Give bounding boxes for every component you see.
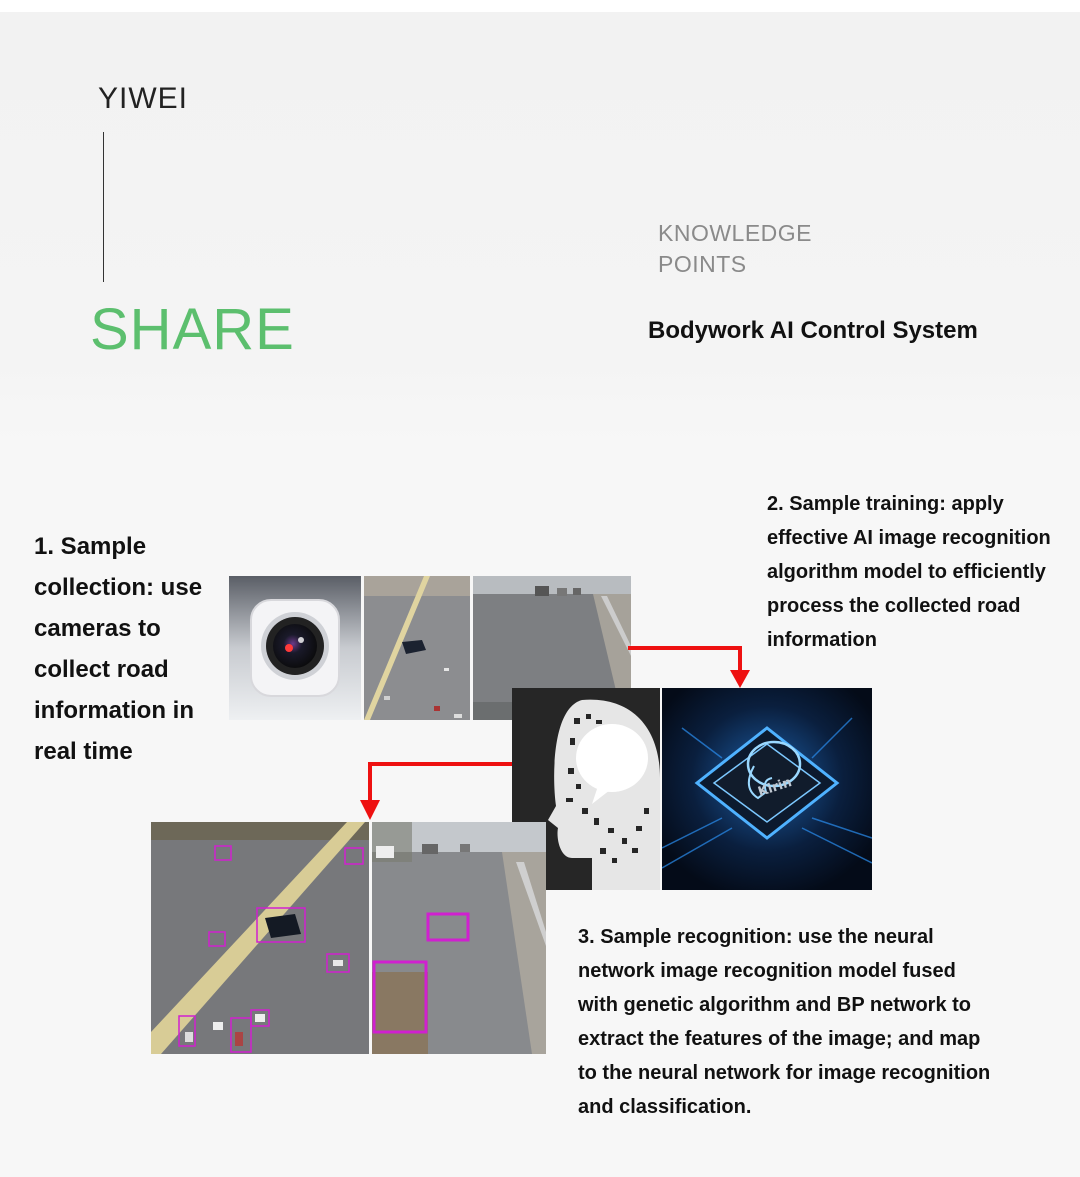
camera-image [229, 576, 361, 720]
arrow-training-to-recognition [358, 758, 518, 824]
ai-chip-image [662, 688, 872, 890]
step-1-text: 1. Sample collection: use cameras to collect road information in real time [34, 533, 203, 765]
knowledge-points-label: KNOWLEDGE POINTS [658, 220, 813, 277]
road-photo-closeup [364, 576, 470, 720]
detection-photo-wide [372, 822, 546, 1054]
step-2-text: 2. Sample training: apply effective AI image recognition algorithm model to efficiently process the collected road information [767, 493, 1051, 651]
arrow-collection-to-training [628, 642, 752, 690]
detection-photo-closeup [151, 822, 369, 1054]
header-band [0, 12, 1080, 444]
brand-name: YIWEI [98, 82, 189, 115]
vertical-divider [103, 132, 104, 282]
chip-brand-text: Kirin [756, 775, 794, 801]
page-subtitle: Bodywork AI Control System [648, 317, 978, 344]
step-3-text: 3. Sample recognition: use the neural network image recognition model fused with genetic algorithm and BP network to extract the features of the image; and map to the neural network for image recognition and classification. [578, 926, 991, 1118]
section-word: SHARE [90, 297, 295, 362]
